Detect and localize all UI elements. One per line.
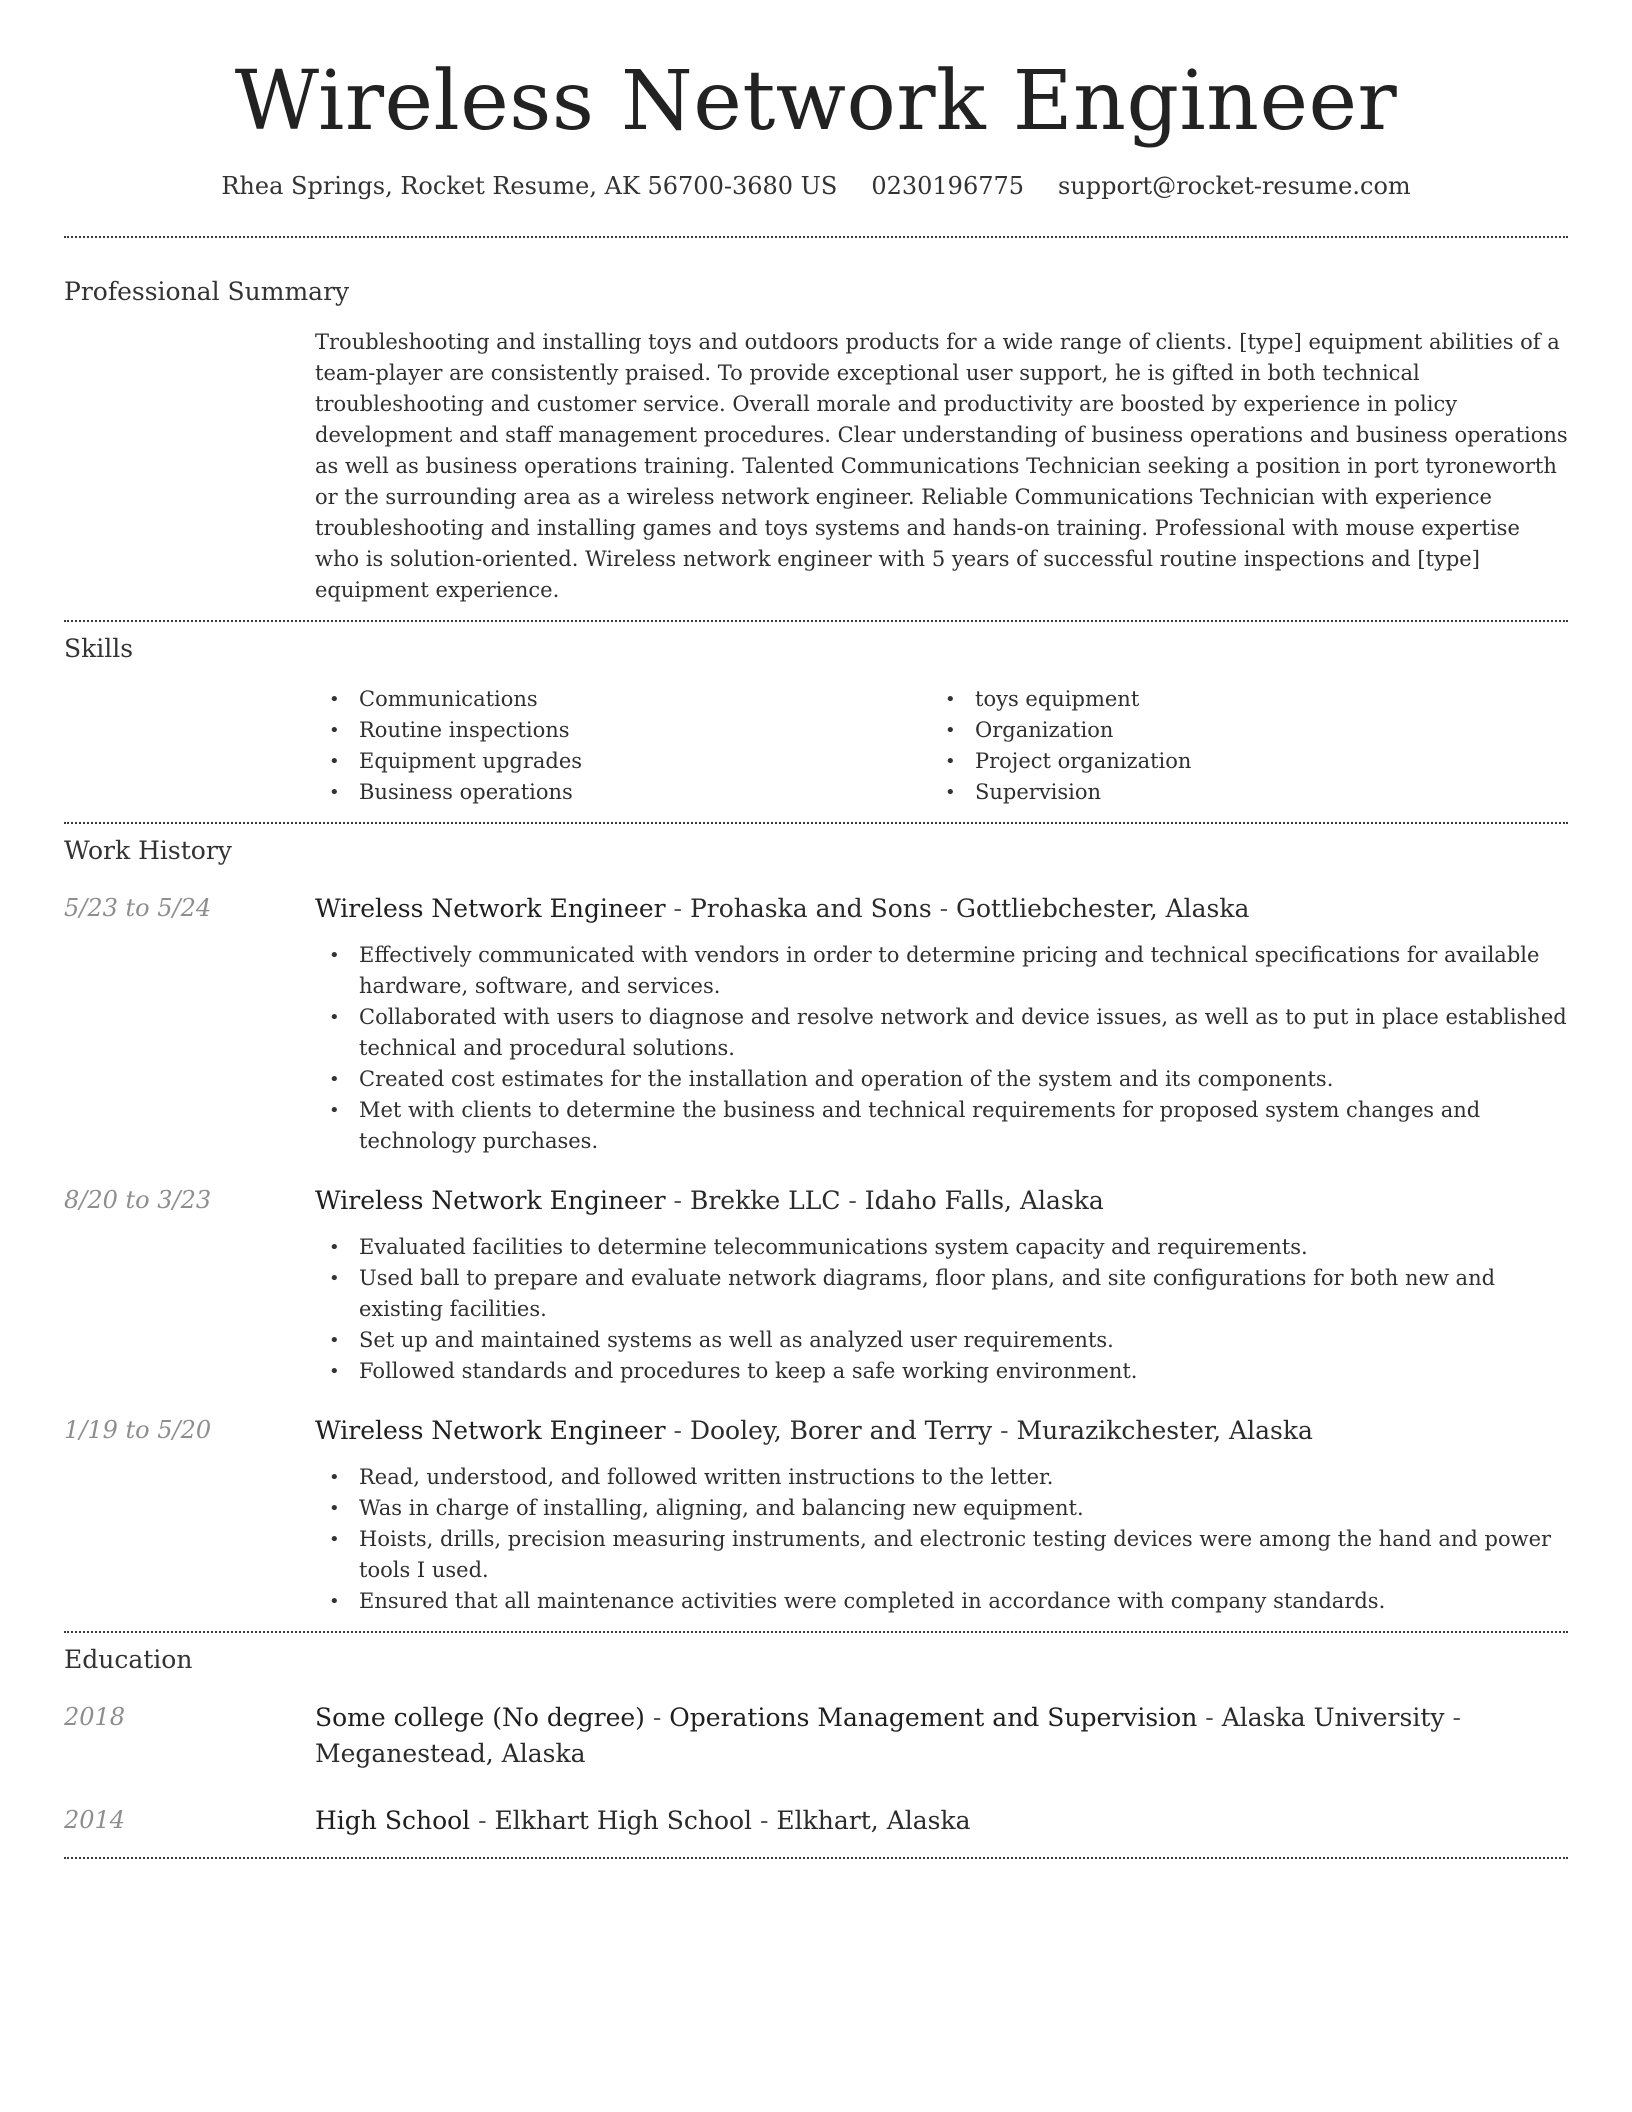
section-summary	[64, 275, 1568, 606]
job-duty: • Created cost estimates for the installation and operation of the system and its components.	[315, 1064, 1568, 1095]
job-duty: • Hoists, drills, precision measuring instruments, and electronic testing devices were among the hand and power tools I used.	[315, 1524, 1568, 1586]
job-duties	[315, 940, 1568, 1157]
job-heading: Wireless Network Engineer - Brekke LLC - Idaho Falls, Alaska	[315, 1186, 1104, 1215]
education-school: Elkhart High School	[494, 1806, 753, 1835]
contact-line	[64, 170, 1568, 202]
job-role: Wireless Network Engineer	[315, 894, 666, 923]
section-education	[64, 1643, 1568, 1839]
section-skills	[64, 632, 1568, 808]
education-heading: Some college (No degree) - Operations Management and Supervision - Alaska University - Meganestead, Alaska	[315, 1703, 1461, 1768]
skill-item: • Business operations	[315, 777, 931, 808]
contact-address: Rhea Springs, Rocket Resume, AK 56700-3680 US	[221, 172, 838, 200]
contact-phone: 0230196775	[871, 172, 1025, 200]
education-entry	[64, 1700, 1568, 1772]
job-entry	[64, 1183, 1568, 1387]
job-duty: • Ensured that all maintenance activities were completed in accordance with company standards.	[315, 1586, 1568, 1617]
job-duty: • Effectively communicated with vendors in order to determine pricing and technical specifications for available hardware, software, and services.	[315, 940, 1568, 1002]
job-dates: 8/20 to 3/23	[64, 1186, 212, 1214]
job-location: Idaho Falls, Alaska	[864, 1186, 1104, 1215]
skill-item: • Equipment upgrades	[315, 746, 931, 777]
divider	[64, 822, 1568, 824]
education-year: 2014	[64, 1806, 126, 1834]
skill-item: • Communications	[315, 684, 931, 715]
skill-item: • Organization	[931, 715, 1547, 746]
section-title-summary: Professional Summary	[64, 277, 350, 306]
education-degree: High School	[315, 1806, 471, 1835]
divider	[64, 1857, 1568, 1859]
job-duty: • Met with clients to determine the business and technical requirements for proposed system changes and technology purchases.	[315, 1095, 1568, 1157]
education-degree: Some college (No degree)	[315, 1703, 645, 1732]
job-role: Wireless Network Engineer	[315, 1416, 666, 1445]
job-duties	[315, 1232, 1568, 1387]
section-title-skills: Skills	[64, 634, 134, 663]
job-duty: • Used ball to prepare and evaluate network diagrams, floor plans, and site configurations for both new and existing facilities.	[315, 1263, 1568, 1325]
contact-email: support@rocket-resume.com	[1058, 172, 1411, 200]
job-duties	[315, 1462, 1568, 1617]
job-duty: • Collaborated with users to diagnose and resolve network and device issues, as well as to put in place established technical and procedural solutions.	[315, 1002, 1568, 1064]
section-title-work: Work History	[64, 836, 232, 865]
job-duty: • Set up and maintained systems as well as analyzed user requirements.	[315, 1325, 1568, 1356]
education-heading: High School - Elkhart High School - Elkhart, Alaska	[315, 1806, 971, 1835]
education-location: Meganestead, Alaska	[315, 1739, 586, 1768]
candidate-name: Wireless Network Engineer	[234, 54, 1398, 149]
job-location: Gottliebchester, Alaska	[956, 894, 1250, 923]
education-field: Operations Management and Supervision	[669, 1703, 1198, 1732]
job-entry	[64, 1413, 1568, 1617]
job-heading: Wireless Network Engineer - Dooley, Borer and Terry - Murazikchester, Alaska	[315, 1416, 1313, 1445]
skill-item: • Routine inspections	[315, 715, 931, 746]
job-company: Brekke LLC	[689, 1186, 841, 1215]
job-company: Dooley, Borer and Terry	[689, 1416, 993, 1445]
job-heading: Wireless Network Engineer - Prohaska and Sons - Gottliebchester, Alaska	[315, 894, 1250, 923]
job-company: Prohaska and Sons	[689, 894, 932, 923]
education-school: Alaska University	[1221, 1703, 1445, 1732]
skill-item: • Project organization	[931, 746, 1547, 777]
divider	[64, 1631, 1568, 1633]
education-location: Elkhart, Alaska	[776, 1806, 971, 1835]
job-duty: • Evaluated facilities to determine telecommunications system capacity and requirements.	[315, 1232, 1568, 1263]
job-duty: • Followed standards and procedures to keep a safe working environment.	[315, 1356, 1568, 1387]
job-duty: • Was in charge of installing, aligning, and balancing new equipment.	[315, 1493, 1568, 1524]
education-entry	[64, 1803, 1568, 1839]
divider	[64, 236, 1568, 238]
job-dates: 1/19 to 5/20	[64, 1416, 212, 1444]
section-title-education: Education	[64, 1645, 193, 1674]
skill-item: • toys equipment	[931, 684, 1547, 715]
resume-page	[64, 0, 1568, 1859]
education-year: 2018	[64, 1703, 126, 1731]
job-duty: • Read, understood, and followed written instructions to the letter.	[315, 1462, 1568, 1493]
skill-item: • Supervision	[931, 777, 1547, 808]
skills-column-right	[931, 684, 1547, 808]
divider	[64, 620, 1568, 622]
skills-column-left	[315, 684, 931, 808]
job-role: Wireless Network Engineer	[315, 1186, 666, 1215]
job-dates: 5/23 to 5/24	[64, 894, 212, 922]
section-work-history	[64, 834, 1568, 1617]
skills-list	[315, 684, 1568, 808]
summary-text: Troubleshooting and installing toys and outdoors products for a wide range of clients. [type] equipment abilities of a team-player are consistently praised. To provide exceptional user support, he is gifted in both technical troubleshooting and customer service. Overall morale and productivity are boosted by experience in policy development and staff management procedures. Clear understanding of business operations and business operations as well as business operations training. Talented Communications Technician seeking a position in port tyroneworth or the surrounding area as a wireless network engineer. Reliable Communications Technician with experience troubleshooting and installing games and toys systems and hands-on training. Professional with mouse expertise who is solution-oriented. Wireless network engineer with 5 years of successful routine inspections and [type] equipment experience.	[315, 330, 1568, 602]
job-entry	[64, 891, 1568, 1157]
job-location: Murazikchester, Alaska	[1016, 1416, 1313, 1445]
